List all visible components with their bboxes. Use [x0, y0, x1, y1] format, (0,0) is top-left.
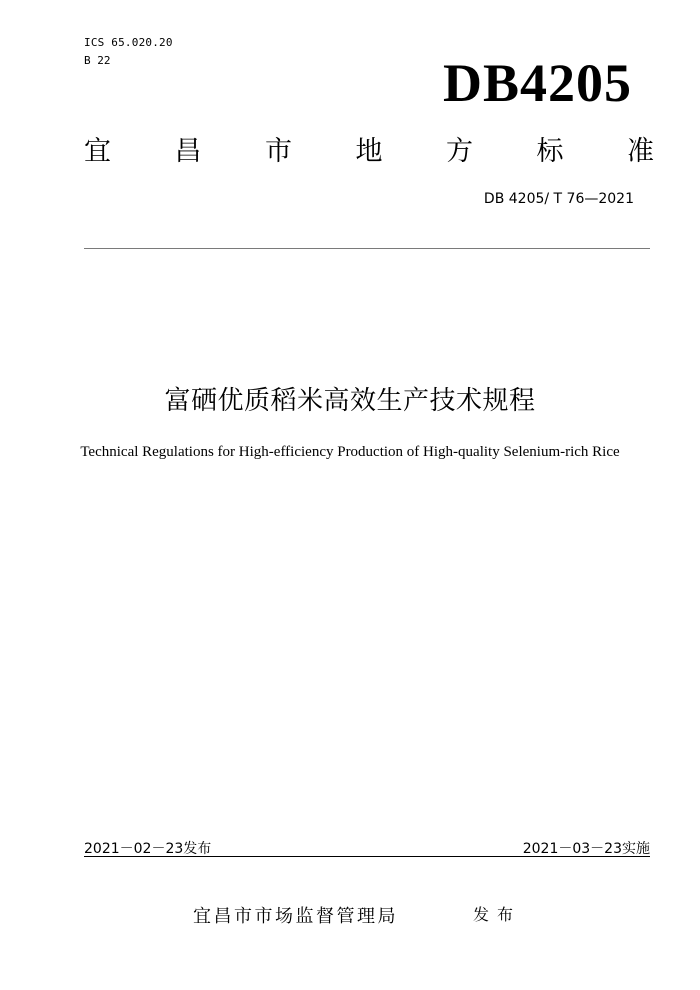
publish-date: 2021－02－23发布 — [84, 841, 212, 857]
standard-type-char: 市 — [265, 136, 292, 167]
standard-type-char: 准 — [627, 136, 654, 167]
standard-type-char: 地 — [355, 136, 383, 167]
standard-type-char: 标 — [536, 136, 564, 167]
standard-type-heading — [84, 136, 654, 168]
standard-prefix: DB4205 — [442, 53, 632, 113]
issuing-authority: 宜昌市市场监督管理局 — [193, 906, 398, 927]
classification-code: B 22 — [84, 54, 111, 67]
standard-type-char: 昌 — [174, 136, 202, 167]
implement-date: 2021－03－23实施 — [522, 841, 650, 857]
standard-type-char: 宜 — [84, 136, 111, 167]
header-divider — [84, 248, 650, 249]
footer-divider — [84, 856, 650, 857]
standard-type-char: 方 — [446, 136, 473, 167]
ics-code: ICS 65.020.20 — [84, 36, 173, 49]
title-english: Technical Regulations for High-efficiency Production of High-quality Selenium-rich Rice — [80, 444, 620, 460]
issue-label: 发布 — [473, 905, 522, 924]
document-number: DB 4205/ T 76—2021 — [483, 191, 634, 207]
title-chinese: 富硒优质稻米高效生产技术规程 — [164, 386, 536, 416]
